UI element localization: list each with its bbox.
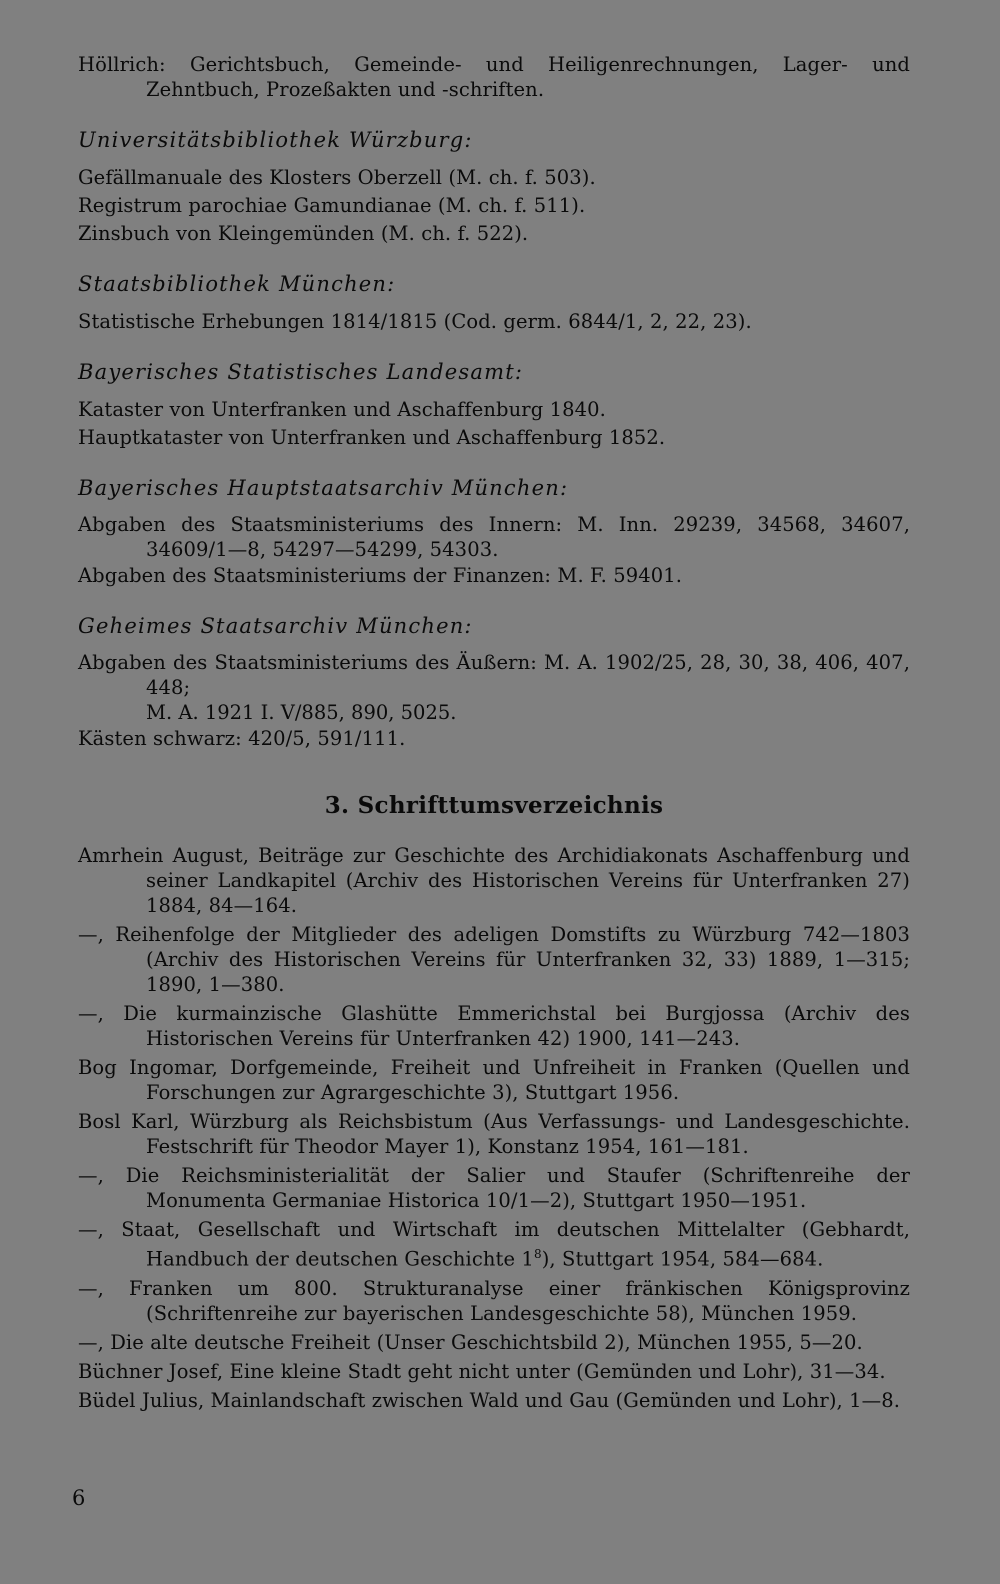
archive-entry: Abgaben des Staatsministeriums des Innern: M. Inn. 29239, 34568, 34607, 34609/1—8, 54297—54299, 54303. xyxy=(78,513,910,561)
heading-universitaetsbibliothek: Universitätsbibliothek Würzburg: xyxy=(78,128,473,152)
archive-entry: Kataster von Unterfranken und Aschaffenburg 1840. xyxy=(78,398,606,421)
archive-entry-continuation: M. A. 1921 I. V/885, 890, 5025. xyxy=(146,701,457,724)
archive-entry-hoellrich: Höllrich: Gerichtsbuch, Gemeinde- und Heiligenrechnungen, Lager- und Zehntbuch, Prozeßakten und -schriften. xyxy=(78,53,910,101)
heading-hauptstaatsarchiv: Bayerisches Hauptstaatsarchiv München: xyxy=(78,476,569,500)
heading-staatsbibliothek: Staatsbibliothek München: xyxy=(78,272,396,296)
archive-entry: Abgaben des Staatsministeriums des Äußern: M. A. 1902/25, 28, 30, 38, 406, 407, 448; xyxy=(78,651,910,699)
page-number: 6 xyxy=(72,1486,86,1510)
bibliography-entry: Büchner Josef, Eine kleine Stadt geht nicht unter (Gemünden und Lohr), 31—34. xyxy=(78,1359,886,1383)
bibliography-entry: —, Reihenfolge der Mitglieder des adeligen Domstifts zu Würzburg 742—1803 (Archiv des Historischen Vereins für Unterfranken 32, 33) 1889, 1—315; 1890, 1—380. xyxy=(78,923,910,996)
bibliography-entry: —, Die Reichsministerialität der Salier und Staufer (Schriftenreihe der Monumenta Germaniae Historica 10/1—2), Stuttgart 1950—1951. xyxy=(78,1164,910,1212)
edition-superscript: 8 xyxy=(533,1247,542,1261)
bibliography-text: ), Stuttgart 1954, 584—684. xyxy=(541,1247,824,1271)
section-title: 3. Schrifttumsverzeichnis xyxy=(324,792,664,819)
heading-statistisches-landesamt: Bayerisches Statistisches Landesamt: xyxy=(78,360,524,384)
archive-entry: Registrum parochiae Gamundianae (M. ch. f. 511). xyxy=(78,194,586,217)
bibliography-entry: Büdel Julius, Mainlandschaft zwischen Wald und Gau (Gemünden und Lohr), 1—8. xyxy=(78,1388,901,1412)
bibliography-entry: Bog Ingomar, Dorfgemeinde, Freiheit und Unfreiheit in Franken (Quellen und Forschungen zur Agrargeschichte 3), Stuttgart 1956. xyxy=(78,1056,910,1104)
archive-entry: Zinsbuch von Kleingemünden (M. ch. f. 522). xyxy=(78,222,529,245)
bibliography-entry: —, Die alte deutsche Freiheit (Unser Geschichtsbild 2), München 1955, 5—20. xyxy=(78,1330,863,1354)
archive-entry: Abgaben des Staatsministeriums der Finanzen: M. F. 59401. xyxy=(78,564,683,587)
heading-geheimes-staatsarchiv: Geheimes Staatsarchiv München: xyxy=(78,614,473,638)
bibliography-entry: —, Franken um 800. Strukturanalyse einer fränkischen Königsprovinz (Schriftenreihe zur bayerischen Landesgeschichte 58), München 1959. xyxy=(78,1276,910,1325)
bibliography-entry: —, Die kurmainzische Glashütte Emmerichstal bei Burgjossa (Archiv des Historischen Vereins für Unterfranken 42) 1900, 141—243. xyxy=(78,1002,910,1050)
archive-entry: Kästen schwarz: 420/5, 591/111. xyxy=(78,727,406,750)
archive-entry: Hauptkataster von Unterfranken und Aschaffenburg 1852. xyxy=(78,426,666,449)
bibliography-entry-gebhardt xyxy=(78,1217,910,1272)
bibliography-entry: Amrhein August, Beiträge zur Geschichte des Archidiakonats Aschaffenburg und seiner Landkapitel (Archiv des Historischen Vereins für Unterfranken 27) 1884, 84—164. xyxy=(78,844,910,917)
bibliography-text: —, Staat, Gesellschaft und Wirtschaft im deutschen Mittelalter (Gebhardt, Handbuch der deutschen Geschichte 1 xyxy=(78,1218,910,1271)
bibliography-entry: Bosl Karl, Würzburg als Reichsbistum (Aus Verfassungs- und Landesgeschichte. Festschrift für Theodor Mayer 1), Konstanz 1954, 161—181. xyxy=(78,1110,910,1158)
archive-entry: Gefällmanuale des Klosters Oberzell (M. ch. f. 503). xyxy=(78,166,596,189)
archive-entry: Statistische Erhebungen 1814/1815 (Cod. germ. 6844/1, 2, 22, 23). xyxy=(78,310,752,333)
document-page xyxy=(78,52,910,1417)
